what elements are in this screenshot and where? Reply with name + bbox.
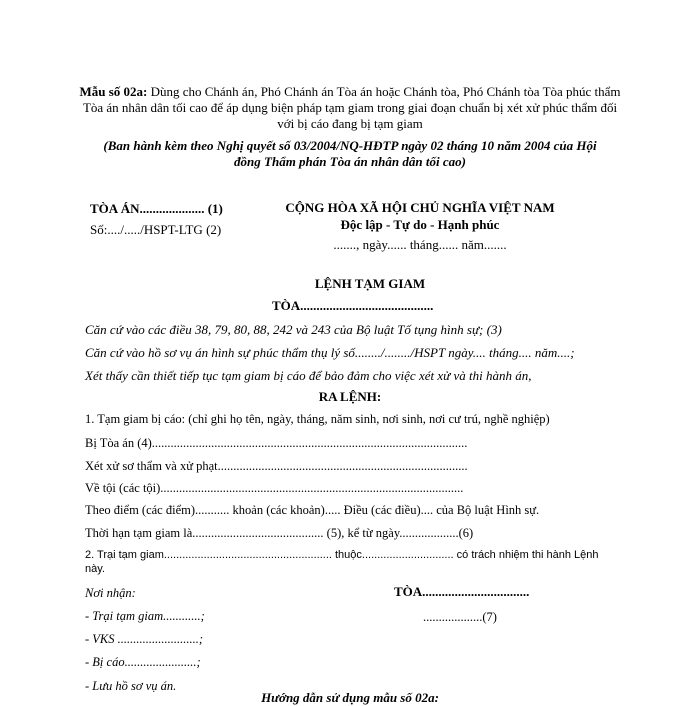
- legal-basis-2: Căn cứ vào hồ sơ vụ án hình sự phúc thẩm thụ lý số......../......../HSPT ngày.... tháng.... năm....;: [85, 345, 575, 360]
- issued-by: (Ban hành kèm theo Nghị quyết số 03/2004/NQ-HĐTP ngày 02 tháng 10 năm 2004 của Hội đồng Thẩm phán Tòa án nhân dân tối cao): [103, 138, 597, 169]
- recipients-label: Nơi nhận:: [85, 586, 136, 600]
- order-title: LỆNH TẠM GIAM: [314, 276, 426, 291]
- court-name: TÒA ÁN.................... (1): [90, 201, 223, 216]
- penal-code-line: Theo điểm (các điểm)........... khoản (các khoản)..... Điều (các điều).... của Bộ luật Hình sự.: [85, 503, 540, 517]
- legal-basis-1: Căn cứ vào các điều 38, 79, 80, 88, 242 và 243 của Bộ luật Tố tụng hình sự; (3): [85, 322, 502, 337]
- document-number: Số:..../...../HSPT-LTG (2): [90, 222, 222, 237]
- accused-court-line: Bị Tòa án (4).....................................................................................................: [85, 436, 468, 450]
- decree-heading: RA LỆNH:: [318, 389, 382, 404]
- national-motto: Độc lập - Tự do - Hạnh phúc: [340, 217, 500, 232]
- recipient-item: - VKS ..........................;: [85, 632, 204, 646]
- item-2: 2. Trại tạm giam....................................................... thuộc.............................. có trách nhiệm thi hành Lệnh này.: [85, 549, 599, 575]
- recipient-item: - Trại tạm giam............;: [85, 609, 205, 623]
- usage-guide-heading: Hướng dẫn sử dụng mẫu số 02a:: [261, 690, 439, 705]
- issuing-court: TÒA.........................................: [272, 298, 434, 313]
- recipient-item: - Bị cáo.......................;: [85, 655, 201, 669]
- form-heading: [78, 84, 622, 132]
- detention-term-line: Thời hạn tạm giam là.......................................... (5), kể từ ngày...................(6): [85, 526, 474, 540]
- form-intro: Dùng cho Chánh án, Phó Chánh án Tòa án hoặc Chánh tòa, Phó Chánh tòa Tòa phúc thẩm Tòa án nhân dân tối cao để áp dụng biện pháp tạm giam trong giai đoạn chuẩn bị xét xử phúc thẩm đối với bị cáo đang bị tạm giam: [82, 84, 621, 131]
- signature-line: ...................(7): [423, 610, 497, 624]
- legal-basis-3: Xét thấy cần thiết tiếp tục tạm giam bị cáo để bảo đảm cho việc xét xử và thi hành án,: [85, 368, 532, 383]
- first-instance-line: Xét xử sơ thẩm và xử phạt................................................................................: [85, 459, 468, 473]
- signing-court: TÒA.................................: [394, 584, 530, 599]
- form-number: Mẫu số 02a:: [79, 84, 148, 99]
- republic-name: CỘNG HÒA XÃ HỘI CHỦ NGHĨA VIỆT NAM: [285, 200, 555, 215]
- recipient-item: - Lưu hồ sơ vụ án.: [85, 679, 177, 693]
- charge-line: Về tội (các tội).................................................................................................: [85, 481, 464, 495]
- item-1: 1. Tạm giam bị cáo: (chỉ ghi họ tên, ngày, tháng, năm sinh, nơi sinh, nơi cư trú, nghề nghiệp): [85, 412, 550, 426]
- place-date: ......., ngày...... tháng...... năm.......: [333, 237, 507, 252]
